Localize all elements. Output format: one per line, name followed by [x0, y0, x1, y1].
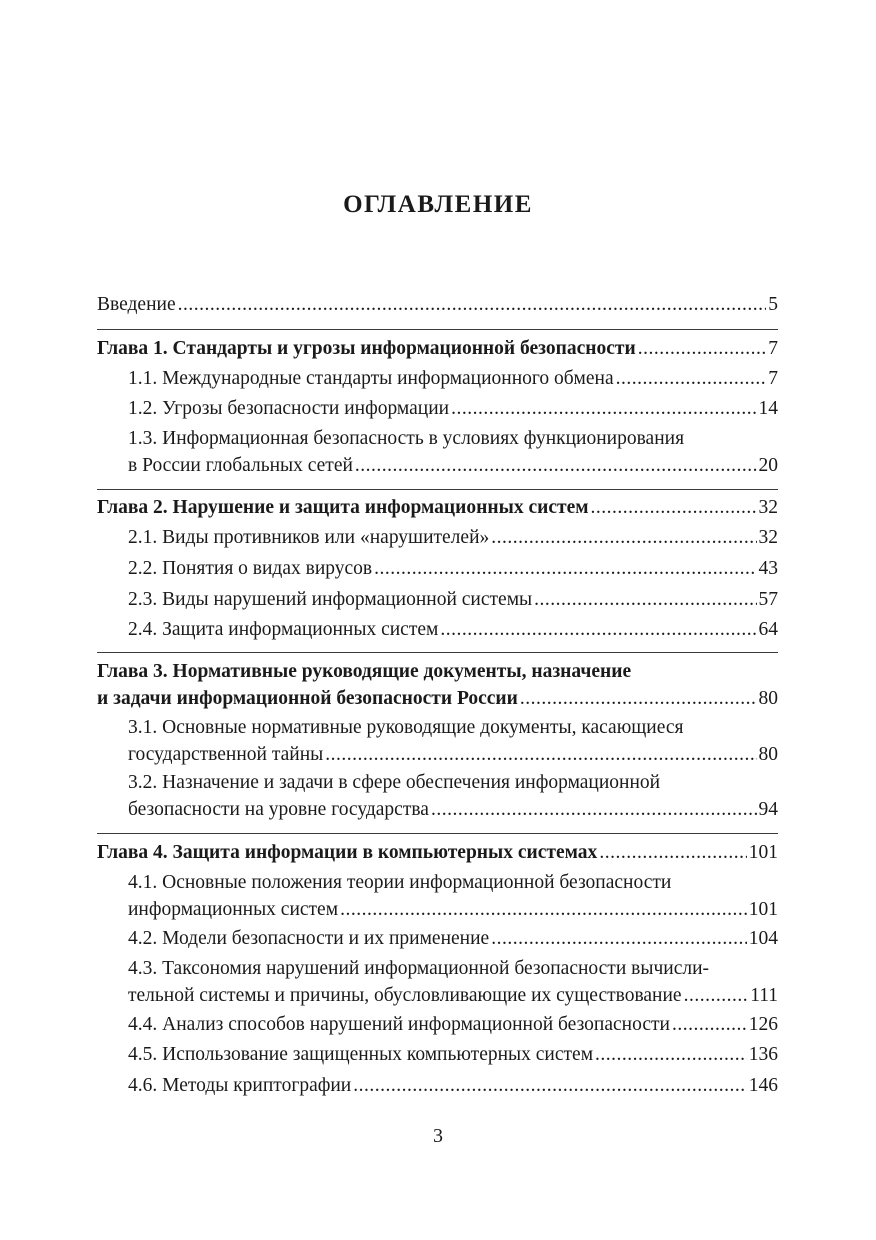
toc-page-number: 14 [758, 398, 778, 419]
toc-entry-label: Введение [97, 294, 176, 315]
toc-page-number: 43 [758, 558, 778, 579]
toc-section-2-4[interactable] [128, 616, 778, 643]
leader-dots [340, 896, 747, 923]
toc-section-label: 1.2. Угрозы безопасности информации [128, 398, 450, 419]
toc-section-label: 2.4. Защита информационных систем [128, 619, 439, 640]
toc-page-number: 7 [768, 338, 778, 359]
toc-section-label-line1: 3.2. Назначение и задачи в сфере обеспечения информационной [128, 772, 661, 793]
toc-section-2-1[interactable] [128, 524, 778, 551]
toc-section-label: 2.2. Понятия о видах вирусов [128, 558, 373, 579]
leader-dots [684, 982, 749, 1009]
toc-section-3-2[interactable] [128, 769, 778, 823]
leader-dots [451, 395, 756, 422]
leader-dots [595, 1041, 747, 1068]
toc-chapter-4[interactable] [97, 839, 778, 866]
leader-dots [534, 586, 756, 613]
toc-section-3-1[interactable] [128, 714, 778, 768]
toc-section-4-2[interactable] [128, 925, 778, 952]
toc-chapter-3[interactable] [97, 658, 778, 712]
toc-page-number: 80 [758, 688, 778, 709]
section-divider [97, 329, 778, 330]
toc-section-label: государственной тайны [128, 744, 324, 765]
toc-page-number: 126 [748, 1014, 778, 1035]
toc-section-1-1[interactable] [128, 365, 778, 392]
toc-page-number: 101 [748, 899, 778, 920]
toc-page-number: 32 [758, 497, 778, 518]
toc-page-number: 101 [748, 842, 778, 863]
toc-section-label: безопасности на уровне государства [128, 799, 429, 820]
toc-chapter-label: Глава 2. Нарушение и защита информационных систем [97, 497, 589, 518]
toc-section-label-line1: 3.1. Основные нормативные руководящие документы, касающиеся [128, 717, 684, 738]
toc-section-label: 4.6. Методы криптографии [128, 1075, 352, 1096]
toc-section-label: 4.2. Модели безопасности и их применение [128, 928, 490, 949]
toc-chapter-label-line1: Глава 3. Нормативные руководящие документы, назначение [97, 661, 632, 682]
page-title: ОГЛАВЛЕНИЕ [343, 191, 533, 218]
section-divider [97, 833, 778, 834]
leader-dots [638, 335, 767, 362]
toc-entry-intro[interactable] [97, 291, 778, 318]
toc-section-label: информационных систем [128, 899, 339, 920]
toc-chapter-label: Глава 4. Защита информации в компьютерных системах [97, 842, 598, 863]
toc-page-number: 80 [758, 744, 778, 765]
toc-section-label: 4.5. Использование защищенных компьютерных систем [128, 1044, 594, 1065]
toc-page-number: 32 [758, 527, 778, 548]
toc-section-label: 2.3. Виды нарушений информационной системы [128, 589, 533, 610]
toc-section-4-3[interactable] [128, 955, 778, 1009]
leader-dots [520, 685, 757, 712]
toc-chapter-1[interactable] [97, 335, 778, 362]
leader-dots [672, 1011, 747, 1038]
toc-section-2-2[interactable] [128, 555, 778, 582]
leader-dots [431, 796, 757, 823]
leader-dots [374, 555, 756, 582]
leader-dots [491, 524, 756, 551]
toc-section-label: 4.4. Анализ способов нарушений информационной безопасности [128, 1014, 670, 1035]
toc-page-number: 146 [748, 1075, 778, 1096]
leader-dots [599, 839, 746, 866]
toc-page-number: 104 [748, 928, 778, 949]
toc-section-label: 1.1. Международные стандарты информационного обмена [128, 368, 614, 389]
toc-section-4-4[interactable] [128, 1011, 778, 1038]
toc-page-number: 136 [748, 1044, 778, 1065]
leader-dots [353, 1072, 747, 1099]
section-divider [97, 489, 778, 490]
page-number: 3 [433, 1125, 443, 1147]
toc-chapter-label: и задачи информационной безопасности России [97, 688, 518, 709]
toc-section-label: тельной системы и причины, обусловливающие их существование [128, 985, 682, 1006]
toc-section-4-1[interactable] [128, 869, 778, 923]
toc-section-label: 2.1. Виды противников или «нарушителей» [128, 527, 490, 548]
toc-section-4-6[interactable] [128, 1072, 778, 1099]
toc-section-label-line1: 4.1. Основные положения теории информационной безопасности [128, 872, 672, 893]
toc-section-1-3[interactable] [128, 425, 778, 479]
section-divider [97, 652, 778, 653]
toc-page-number: 20 [758, 455, 778, 476]
toc-section-label-line1: 1.3. Информационная безопасность в условиях функционирования [128, 428, 685, 449]
toc-page-number: 5 [768, 294, 778, 315]
leader-dots [491, 925, 747, 952]
leader-dots [355, 452, 757, 479]
leader-dots [616, 365, 767, 392]
leader-dots [440, 616, 756, 643]
toc-page-number: 64 [758, 619, 778, 640]
toc-section-label-line1: 4.3. Таксономия нарушений информационной безопасности вычисли- [128, 958, 710, 979]
toc-page-number: 57 [758, 589, 778, 610]
toc-section-2-3[interactable] [128, 586, 778, 613]
toc-section-4-5[interactable] [128, 1041, 778, 1068]
toc-page-number: 94 [758, 799, 778, 820]
toc-page-number: 111 [750, 985, 778, 1006]
toc-chapter-label: Глава 1. Стандарты и угрозы информационной безопасности [97, 338, 636, 359]
leader-dots [591, 494, 757, 521]
leader-dots [178, 291, 767, 318]
toc-chapter-2[interactable] [97, 494, 778, 521]
toc-section-1-2[interactable] [128, 395, 778, 422]
leader-dots [325, 741, 756, 768]
toc-section-label: в России глобальных сетей [128, 455, 353, 476]
toc-page-number: 7 [768, 368, 778, 389]
